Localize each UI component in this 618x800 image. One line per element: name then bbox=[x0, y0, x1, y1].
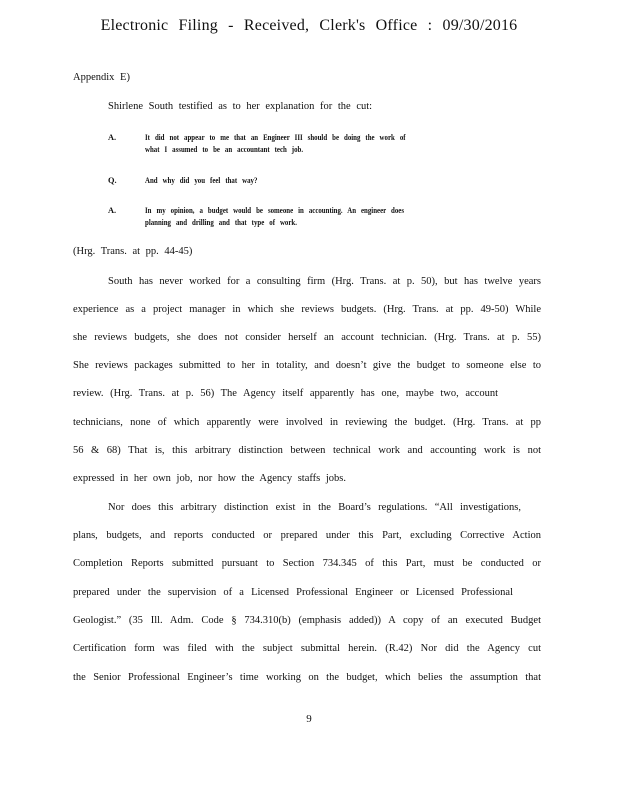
appendix-label: Appendix E) bbox=[73, 72, 130, 83]
paragraph-2-line-1: Nor does this arbitrary distinction exist in the Board’s regulations. “All investigations, bbox=[108, 502, 521, 513]
paragraph-2-line-6: Certification form was filed with the subject submittal herein. (R.42) Nor did the Agency cut bbox=[73, 643, 541, 654]
qa-answer-2-line-2: planning and drilling and that type of work. bbox=[145, 218, 297, 227]
paragraph-1-line-8: expressed in her own job, nor how the Agency staffs jobs. bbox=[73, 473, 347, 484]
qa-label-question: Q. bbox=[108, 176, 117, 185]
qa-question-line-1: And why did you feel that way? bbox=[145, 176, 258, 185]
paragraph-1-line-7: 56 & 68) That is, this arbitrary distinction between technical work and accounting work is not bbox=[73, 445, 541, 456]
paragraph-1-line-5: review. (Hrg. Trans. at p. 56) The Agency itself apparently has one, maybe two, account bbox=[73, 388, 498, 399]
qa-label-answer-2: A. bbox=[108, 206, 117, 215]
hearing-citation: (Hrg. Trans. at pp. 44-45) bbox=[73, 246, 193, 257]
qa-answer-2-line-1: In my opinion, a budget would be someone in accounting. An engineer does bbox=[145, 206, 405, 215]
paragraph-2-line-4: prepared under the supervision of a Licensed Professional Engineer or Licensed Professional bbox=[73, 587, 513, 598]
qa-answer-1-line-2: what I assumed to be an accountant tech job. bbox=[145, 145, 304, 154]
qa-answer-1-line-1: It did not appear to me that an Engineer III should be doing the work of bbox=[145, 133, 406, 142]
paragraph-1-line-2: experience as a project manager in which she reviews budgets. (Hrg. Trans. at pp. 49-50) While bbox=[73, 304, 541, 315]
paragraph-2-line-7: the Senior Professional Engineer’s time working on the budget, which belies the assumption that bbox=[73, 672, 541, 683]
paragraph-1-line-1: South has never worked for a consulting firm (Hrg. Trans. at p. 50), but has twelve years bbox=[108, 276, 541, 287]
paragraph-2-line-3: Completion Reports submitted pursuant to Section 734.345 of this Part, must be conducted or bbox=[73, 558, 541, 569]
filing-header: Electronic Filing - Received, Clerk's Office : 09/30/2016 bbox=[100, 17, 518, 34]
page-number: 9 bbox=[306, 713, 312, 725]
paragraph-2-line-5: Geologist.” (35 Ill. Adm. Code § 734.310(b) (emphasis added)) A copy of an executed Budget bbox=[73, 615, 541, 626]
paragraph-1-line-6: technicians, none of which apparently were involved in reviewing the budget. (Hrg. Trans. at pp bbox=[73, 417, 541, 428]
qa-label-answer-1: A. bbox=[108, 133, 117, 142]
paragraph-2-line-2: plans, budgets, and reports conducted or prepared under this Part, excluding Corrective Action bbox=[73, 530, 541, 541]
paragraph-1-line-3: she reviews budgets, she does not consider herself an account technician. (Hrg. Trans. at p. 55) bbox=[73, 332, 541, 343]
paragraph-1-line-4: She reviews packages submitted to her in totality, and doesn’t give the budget to someone else to bbox=[73, 360, 541, 371]
testimony-intro: Shirlene South testified as to her explanation for the cut: bbox=[108, 101, 373, 112]
